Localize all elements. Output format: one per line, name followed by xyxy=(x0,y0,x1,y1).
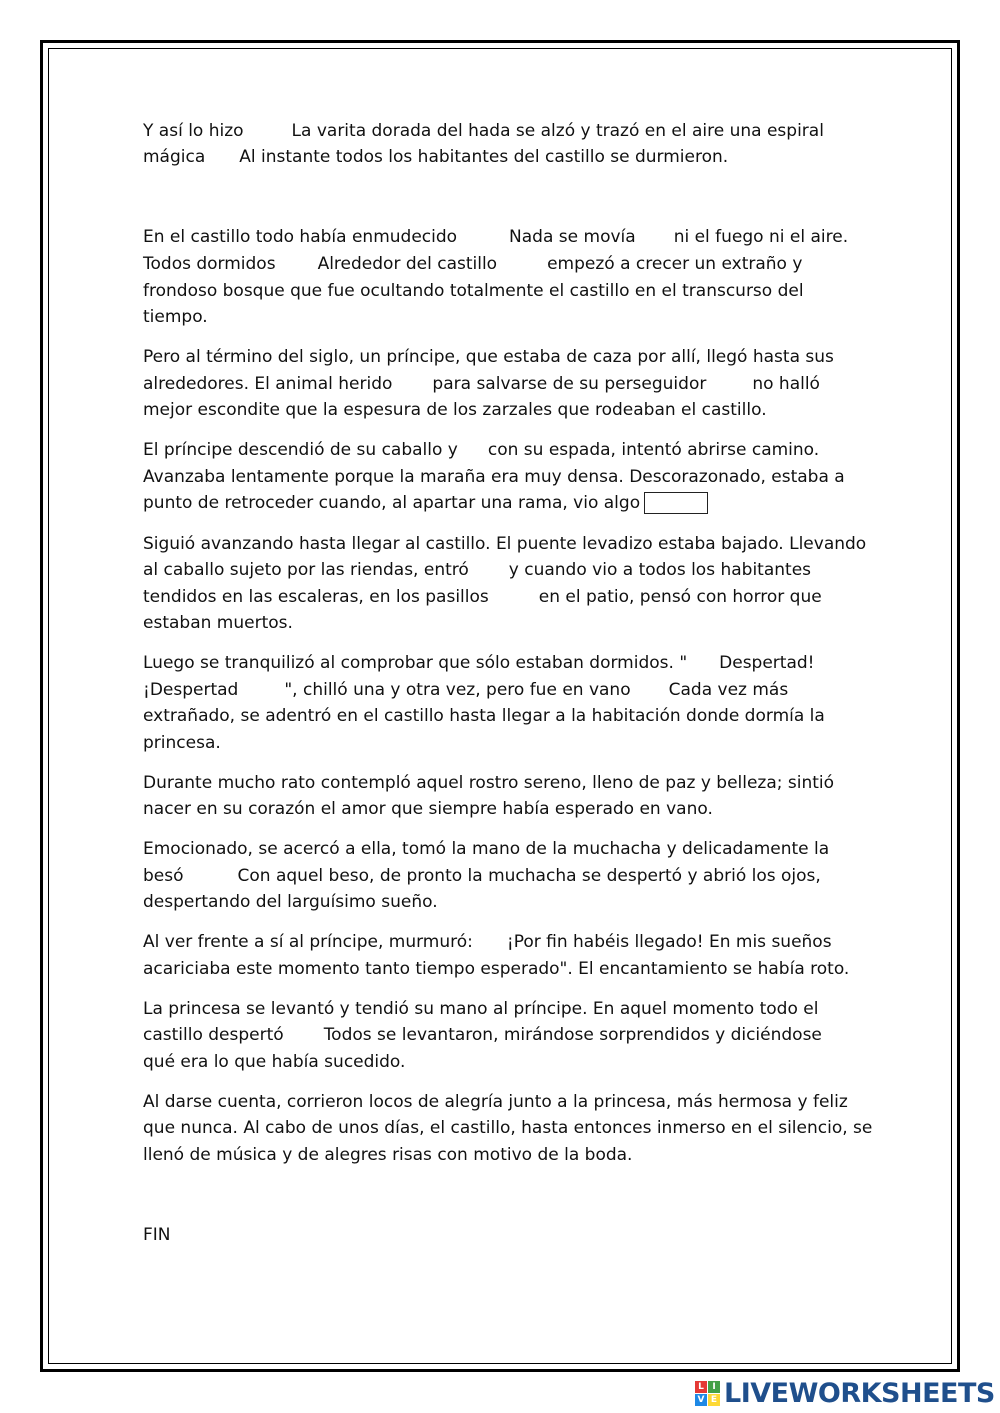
text-line: castillo despertó Todos se levantaron, mirándose sorprendidos y diciéndose xyxy=(143,1025,822,1045)
text-line: frondoso bosque que fue ocultando totalmente el castillo en el transcurso del xyxy=(143,281,804,301)
text-line: Avanzaba lentamente porque la maraña era muy densa. Descorazonado, estaba a xyxy=(143,467,845,487)
text-line: extrañado, se adentró en el castillo hasta llegar a la habitación donde dormía la xyxy=(143,706,825,726)
text-line: mágica Al instante todos los habitantes del castillo se durmieron. xyxy=(143,147,729,167)
text-line: Durante mucho rato contempló aquel rostro sereno, lleno de paz y belleza; sintió xyxy=(143,773,835,793)
text-line: Pero al término del siglo, un príncipe, que estaba de caza por allí, llegó hasta sus xyxy=(143,347,834,367)
logo-blocks-icon xyxy=(695,1381,720,1406)
logo-text: LIVEWORKSHEETS xyxy=(724,1377,995,1409)
text-line: mejor escondite que la espesura de los zarzales que rodeaban el castillo. xyxy=(143,400,767,420)
text-line: Al darse cuenta, corrieron locos de alegría junto a la princesa, más hermosa y feliz xyxy=(143,1092,848,1112)
text-line: nacer en su corazón el amor que siempre había esperado en vano. xyxy=(143,799,713,819)
text-line: Luego se tranquilizó al comprobar que sólo estaban dormidos. " Despertad! xyxy=(143,653,815,673)
text-line: princesa. xyxy=(143,733,221,753)
text-line: tiempo. xyxy=(143,307,208,327)
text-line: Siguió avanzando hasta llegar al castillo. El puente levadizo estaba bajado. Llevando xyxy=(143,534,867,554)
end-marker: FIN xyxy=(143,1225,171,1245)
text-line: El príncipe descendió de su caballo y con su espada, intentó abrirse camino. xyxy=(143,440,820,460)
text-line: al caballo sujeto por las riendas, entró y cuando vio a todos los habitantes xyxy=(143,560,812,580)
text-line: llenó de música y de alegres risas con motivo de la boda. xyxy=(143,1145,633,1165)
text-line: En el castillo todo había enmudecido Nada se movía ni el fuego ni el aire. xyxy=(143,227,849,247)
text-line: punto de retroceder cuando, al apartar una rama, vio algo xyxy=(143,490,708,517)
liveworksheets-logo xyxy=(695,1375,995,1411)
text-line: despertando del larguísimo sueño. xyxy=(143,892,438,912)
logo-block: E xyxy=(708,1394,720,1406)
answer-box[interactable] xyxy=(644,492,708,514)
text-line: acariciaba este momento tanto tiempo esperado". El encantamiento se había roto. xyxy=(143,959,850,979)
text-line: alrededores. El animal herido para salvarse de su perseguidor no halló xyxy=(143,374,820,394)
logo-block: I xyxy=(708,1381,720,1393)
text-line: que nunca. Al cabo de unos días, el castillo, hasta entonces inmerso en el silencio, se xyxy=(143,1118,873,1138)
text-line: Emocionado, se acercó a ella, tomó la mano de la muchacha y delicadamente la xyxy=(143,839,830,859)
text-line: qué era lo que había sucedido. xyxy=(143,1052,406,1072)
logo-block: L xyxy=(695,1381,707,1393)
text-line: estaban muertos. xyxy=(143,613,293,633)
text-line: ¡Despertad ", chilló una y otra vez, pero fue en vano Cada vez más xyxy=(143,680,789,700)
logo-block: V xyxy=(695,1394,707,1406)
text-line: Y así lo hizo La varita dorada del hada se alzó y trazó en el aire una espiral xyxy=(143,121,824,141)
text-line: La princesa se levantó y tendió su mano al príncipe. En aquel momento todo el xyxy=(143,999,819,1019)
text-line: tendidos en las escaleras, en los pasillos en el patio, pensó con horror que xyxy=(143,587,822,607)
text-line: besó Con aquel beso, de pronto la muchacha se despertó y abrió los ojos, xyxy=(143,866,821,886)
text-line: Al ver frente a sí al príncipe, murmuró: ¡Por fin habéis llegado! En mis sueños xyxy=(143,932,832,952)
text-line: Todos dormidos Alrededor del castillo empezó a crecer un extraño y xyxy=(143,254,803,274)
